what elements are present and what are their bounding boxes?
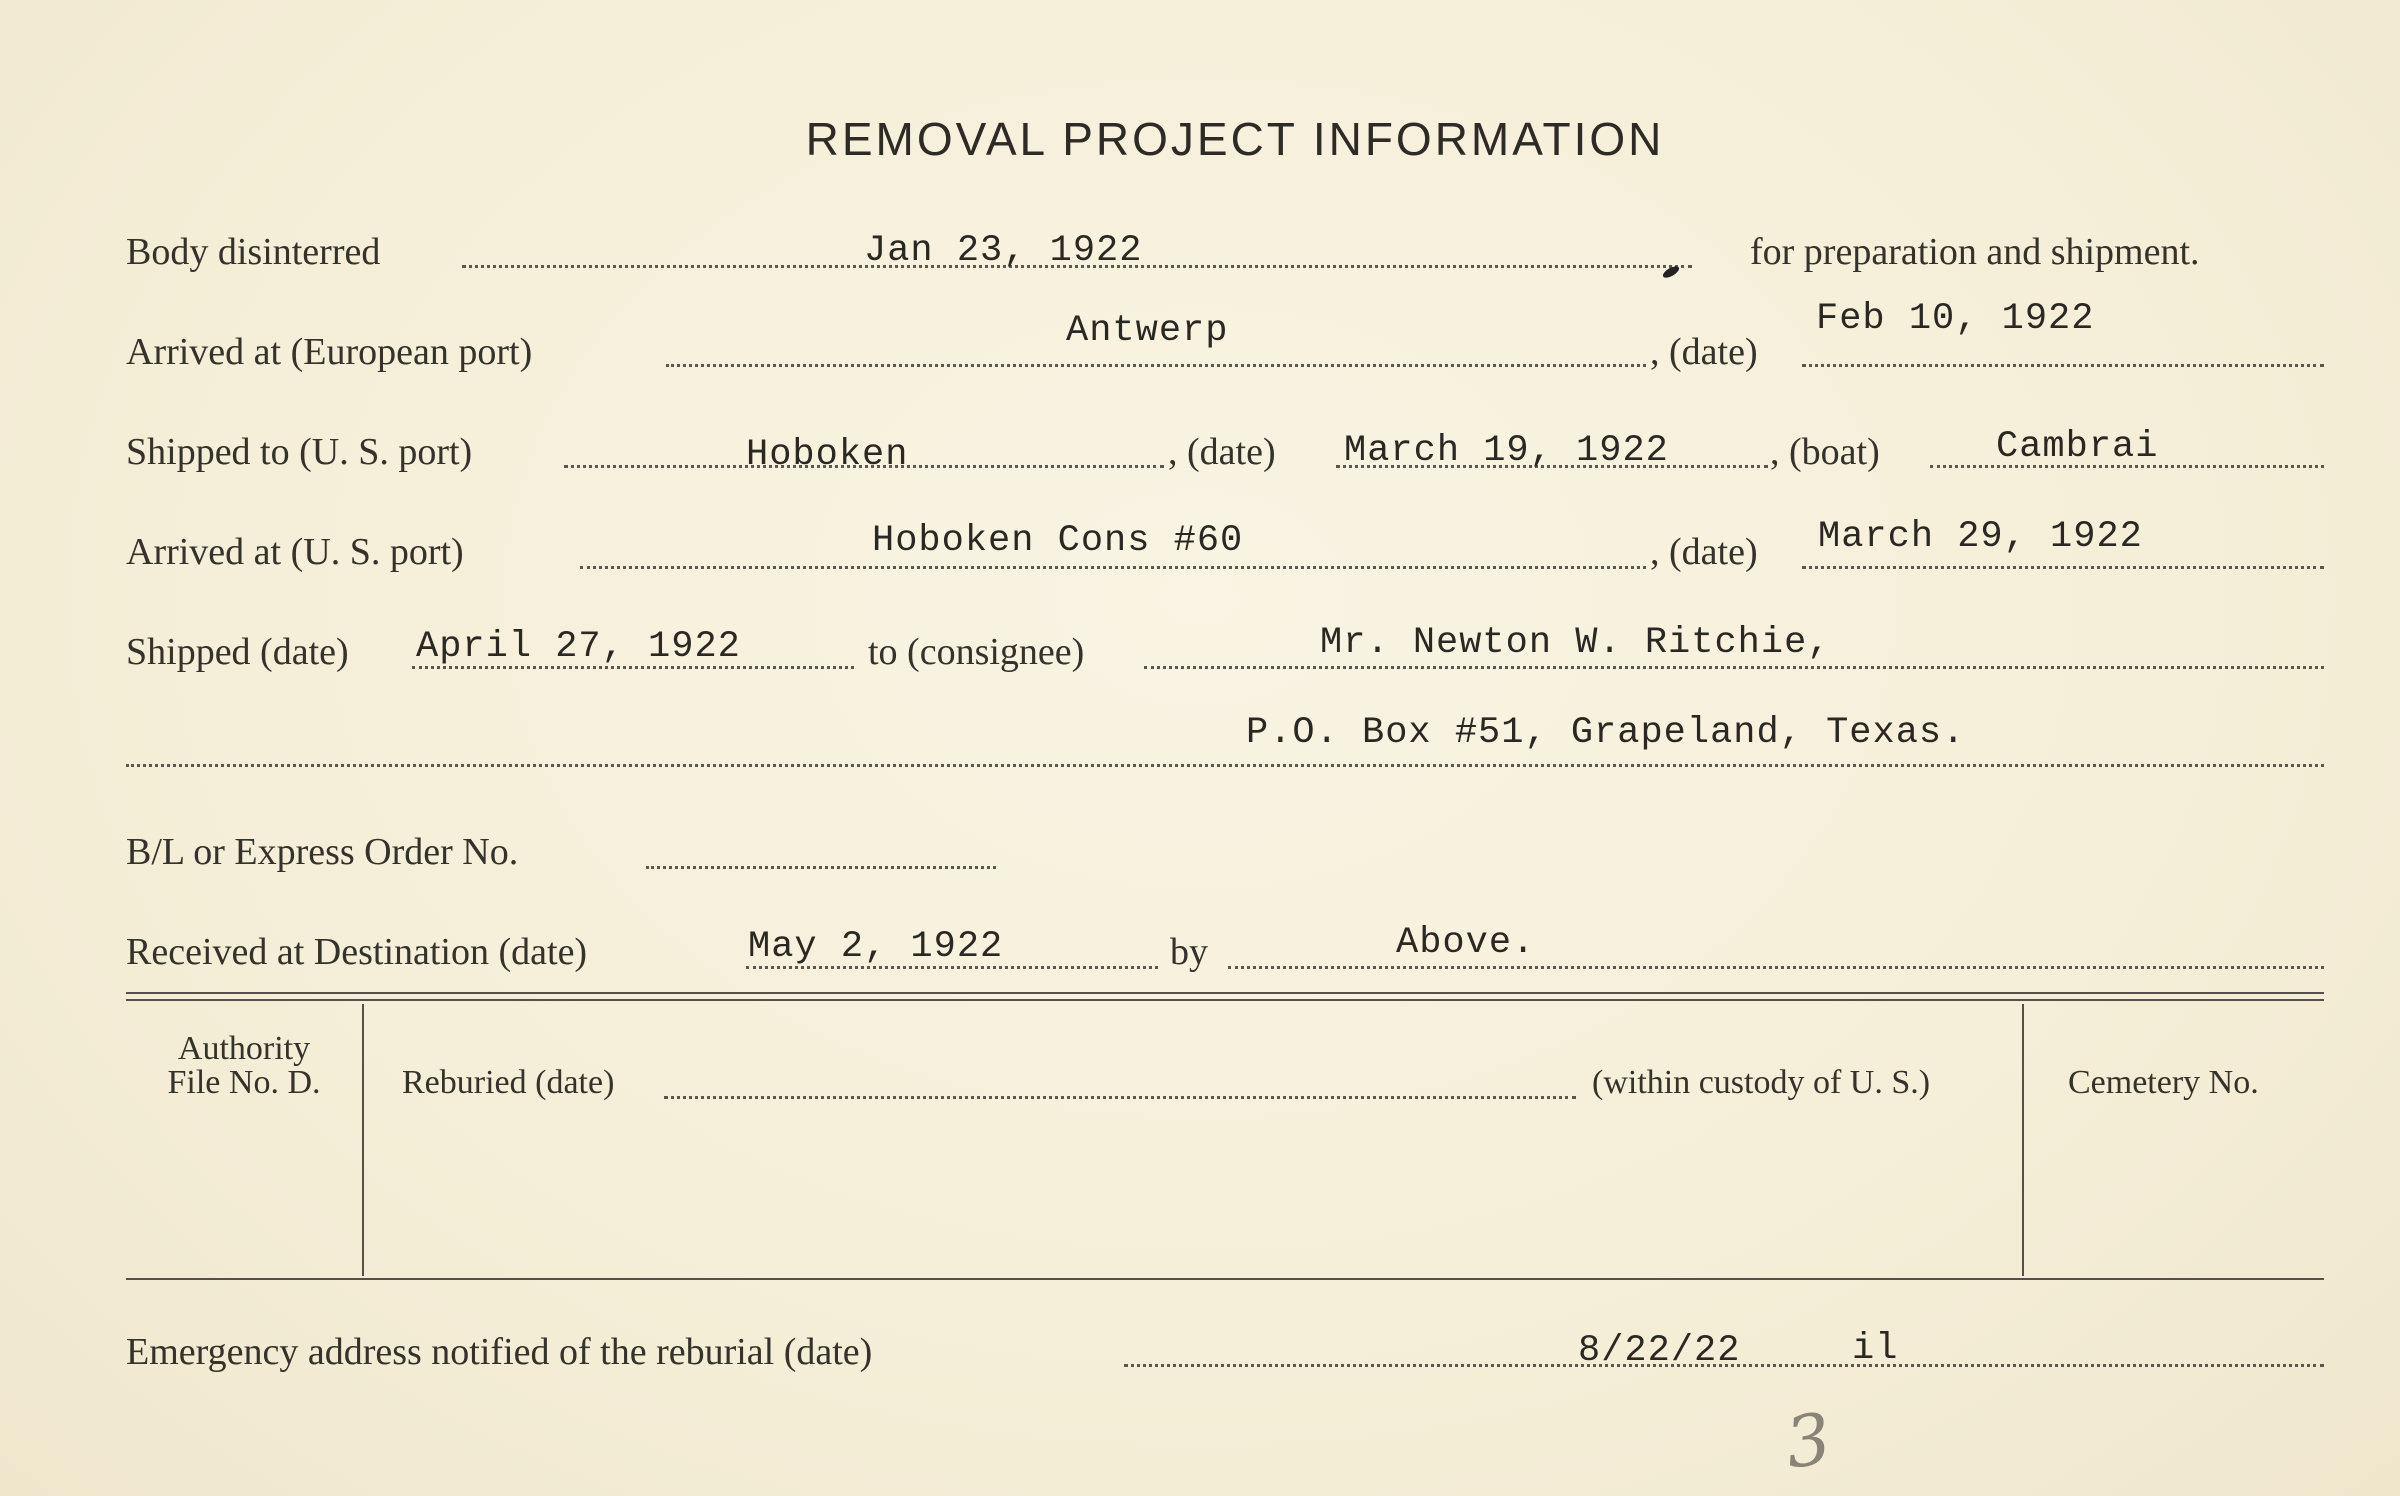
box-divider-right	[2022, 1004, 2024, 1276]
for-preparation-label: for preparation and shipment.	[1750, 231, 2200, 273]
bl-order-line	[646, 866, 996, 869]
received-date-value: May 2, 1922	[748, 926, 1004, 968]
shipped-date-label: , (date)	[1168, 431, 1276, 473]
authority-label-line2: File No. D.	[167, 1064, 321, 1101]
european-date-line	[1802, 364, 2324, 367]
consignee-line	[1144, 666, 2324, 669]
european-port-line	[666, 364, 1646, 367]
box-divider-left	[362, 1004, 364, 1276]
consignee-label: to (consignee)	[868, 631, 1085, 673]
european-date-value: Feb 10, 1922	[1816, 298, 2095, 340]
shipped-to-us-port-label: Shipped to (U. S. port)	[126, 431, 473, 473]
emergency-label: Emergency address notified of the reburial (date)	[126, 1331, 873, 1373]
boat-label: , (boat)	[1770, 431, 1880, 473]
consignee-address-value: P.O. Box #51, Grapeland, Texas.	[1246, 712, 1966, 754]
emergency-date-value: 8/22/22	[1578, 1330, 1741, 1372]
european-date-label: , (date)	[1650, 331, 1758, 373]
received-by-label: by	[1170, 931, 1208, 973]
authority-label-line1: Authority	[177, 1030, 311, 1067]
shipped-date-label-2: Shipped (date)	[126, 631, 349, 673]
shipped-us-port-value: Hoboken	[746, 434, 909, 476]
handwritten-mark: 3	[1780, 1397, 1837, 1485]
shipped-consignee-date-value: April 27, 1922	[416, 626, 741, 668]
boat-value: Cambrai	[1996, 426, 2159, 468]
arrived-us-port-label: Arrived at (U. S. port)	[126, 531, 464, 573]
within-custody-label: (within custody of U. S.)	[1592, 1064, 1931, 1101]
arrived-us-date-value: March 29, 1922	[1818, 516, 2143, 558]
arrived-us-date-line	[1802, 566, 2324, 569]
arrived-us-port-line	[580, 566, 1646, 569]
authority-file-label	[126, 1032, 362, 1100]
disinterred-date-value: Jan 23, 1922	[864, 230, 1143, 272]
body-disinterred-label: Body disinterred	[126, 231, 381, 273]
arrived-us-date-label: , (date)	[1650, 531, 1758, 573]
european-port-value: Antwerp	[1066, 310, 1229, 352]
consignee-address-line	[126, 764, 2324, 767]
consignee-name-value: Mr. Newton W. Ritchie,	[1320, 622, 1831, 664]
arrived-european-port-label: Arrived at (European port)	[126, 331, 533, 373]
arrived-us-port-value: Hoboken Cons #60	[872, 520, 1244, 562]
box-top-rule-1	[126, 992, 2324, 994]
bl-order-label: B/L or Express Order No.	[126, 831, 519, 873]
reburied-label: Reburied (date)	[402, 1064, 615, 1101]
cemetery-no-label: Cemetery No.	[2068, 1064, 2259, 1101]
box-bottom-rule	[126, 1278, 2324, 1280]
received-destination-label: Received at Destination (date)	[126, 931, 588, 973]
box-top-rule-2	[126, 999, 2324, 1001]
page-title: REMOVAL PROJECT INFORMATION	[805, 113, 1665, 165]
received-by-value: Above.	[1396, 922, 1536, 964]
emergency-initials-value: il	[1852, 1328, 1899, 1370]
reburied-line	[664, 1096, 1576, 1099]
shipped-date-value: March 19, 1922	[1344, 430, 1669, 472]
received-by-line	[1228, 966, 2324, 969]
